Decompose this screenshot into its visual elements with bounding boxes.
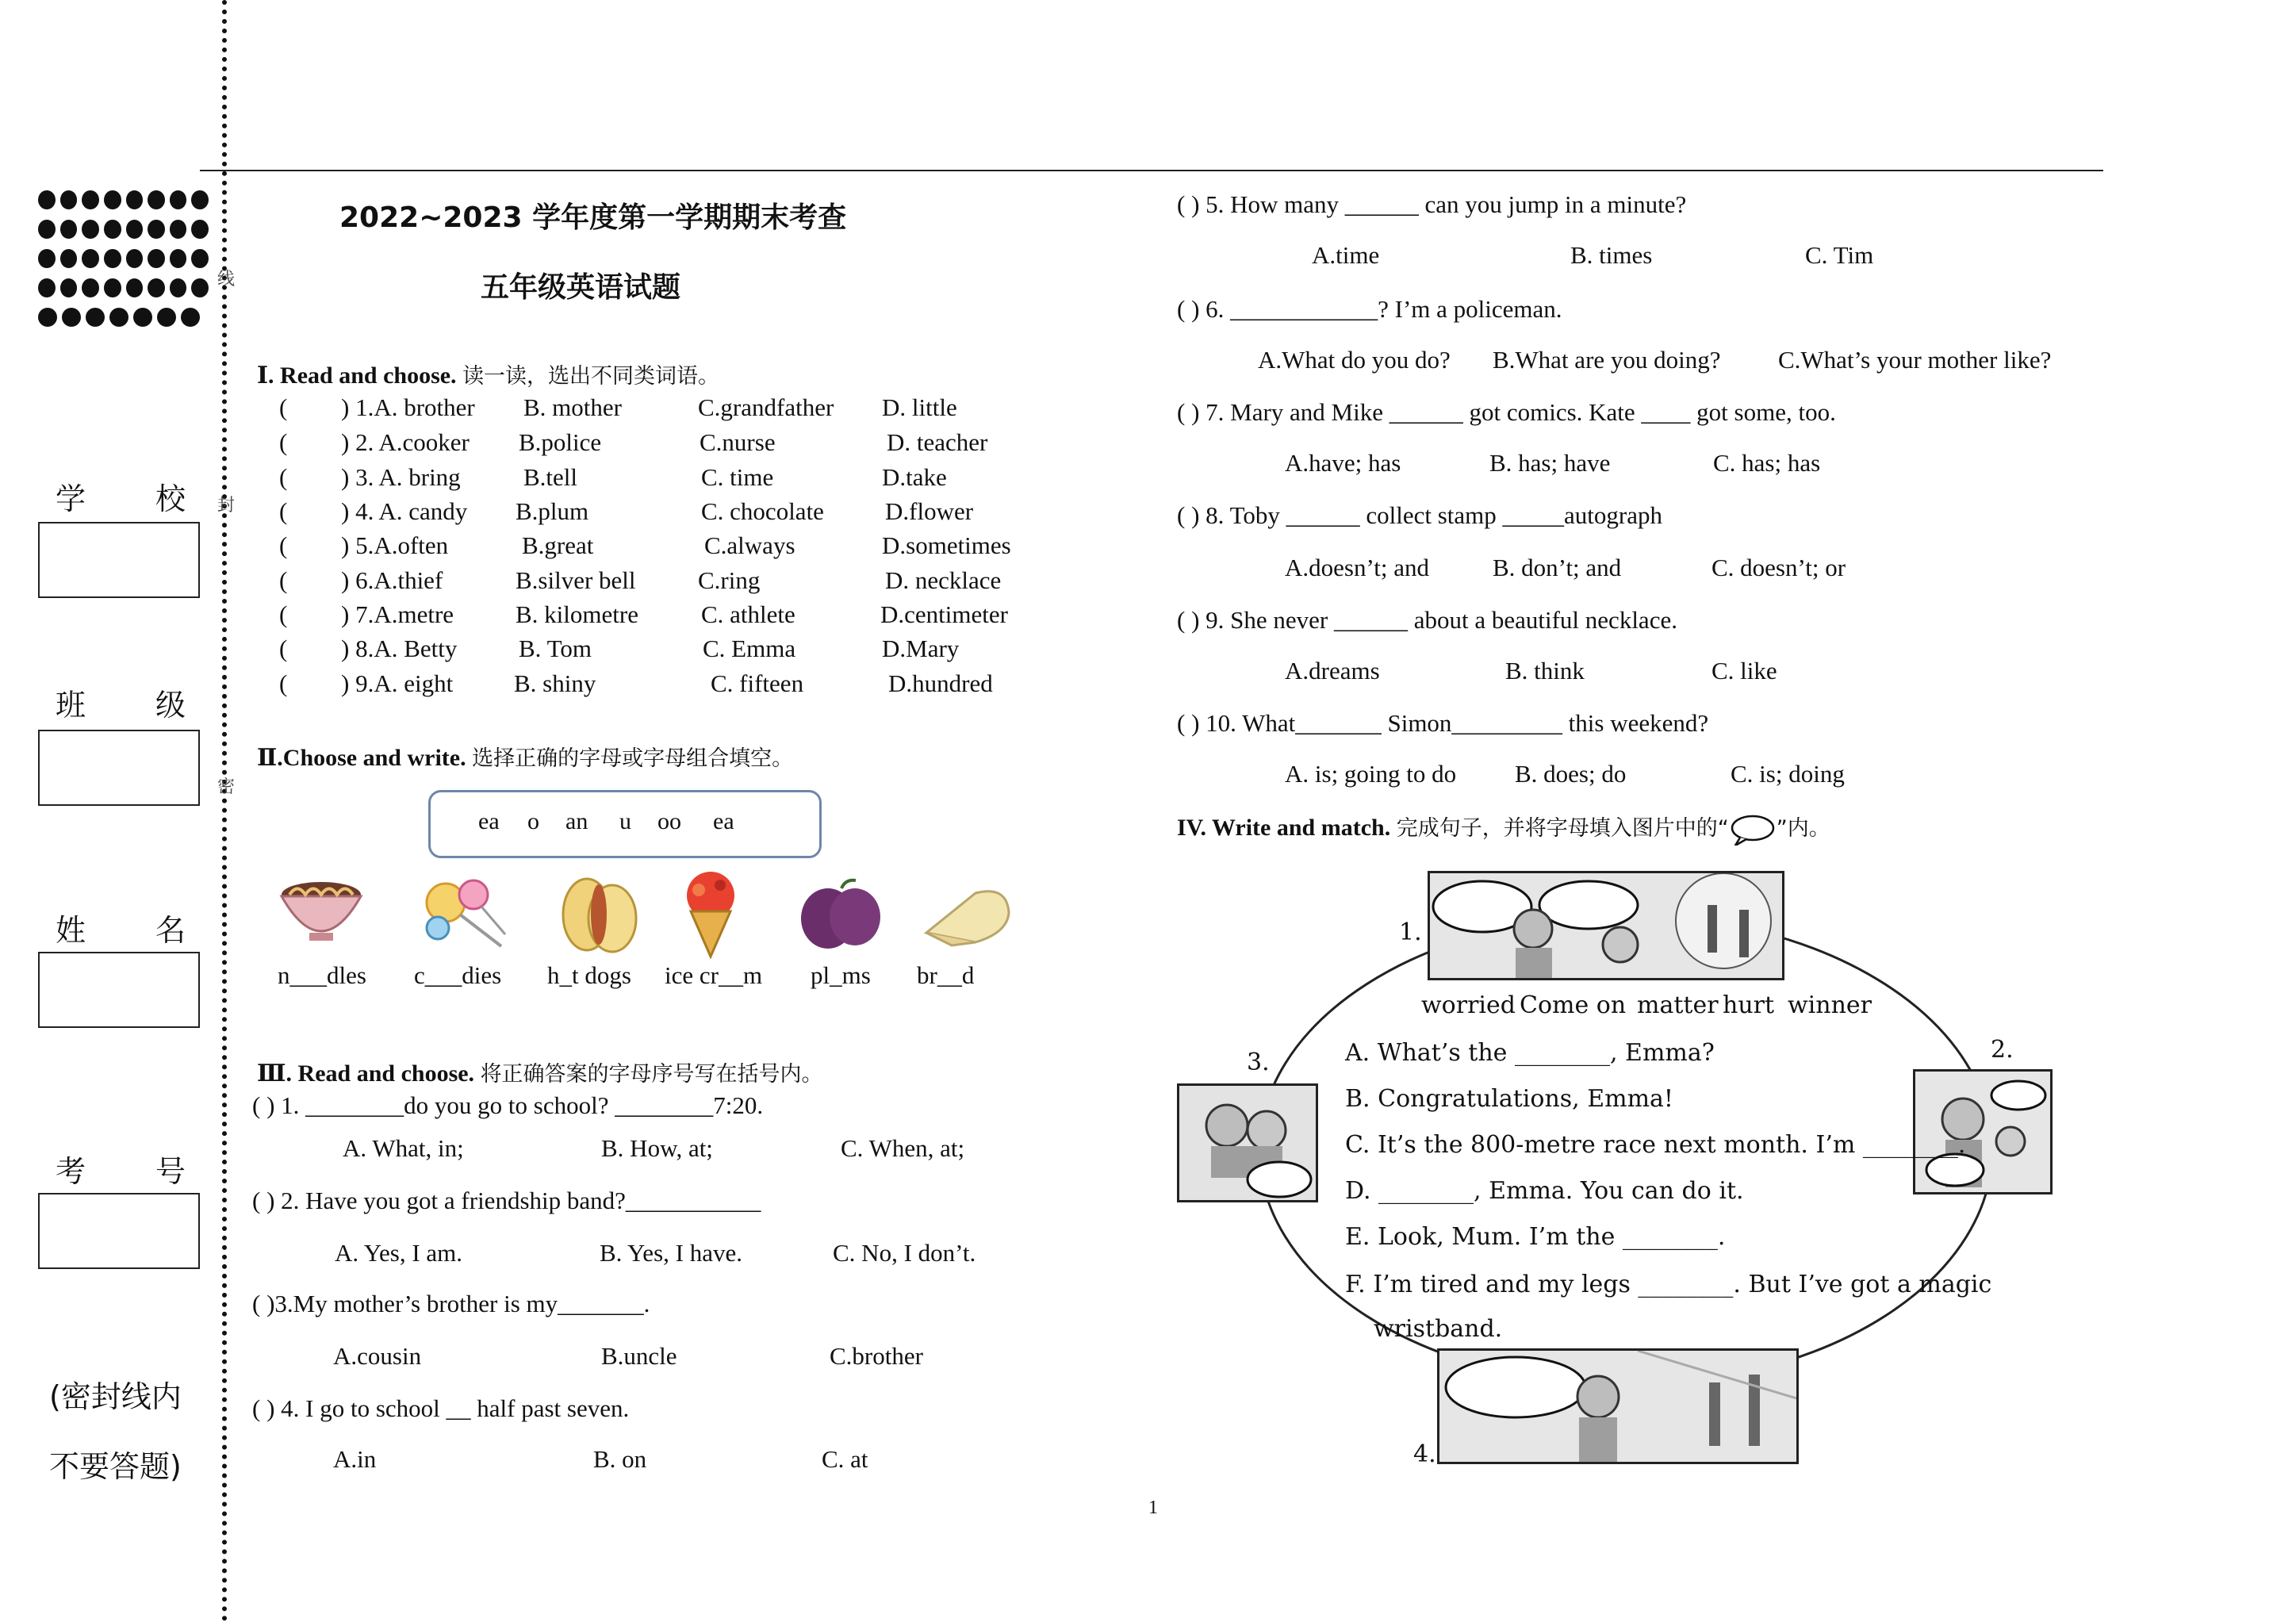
sentence-c: C. It’s the 800-metre race next month. I’m ________. [1345, 1131, 1966, 1159]
section1-item-5-option-c: C.always [704, 531, 795, 559]
section1-item-7-option-c: C. athlete [701, 600, 795, 628]
section1-item-6-option-a: ) 6.A.thief [341, 566, 443, 594]
word-ice-cream: ice cr__m [665, 961, 763, 989]
letter-option: oo [657, 808, 681, 834]
q5-option-c: C. Tim [1805, 241, 1874, 269]
answer-paren[interactable]: ( [279, 600, 288, 628]
question-6: ( ) 6. ____________? I’m a policeman. [1177, 295, 1562, 323]
section1-item-3-option-c: C. time [701, 463, 774, 491]
section1-item-2-option-a: ) 2. A.cooker [341, 428, 470, 456]
sentence-d: D. ________, Emma. You can do it. [1345, 1177, 1744, 1205]
seal-note-line1: (密封线内 [49, 1379, 182, 1414]
q3-option-a: A.cousin [333, 1342, 422, 1370]
page-number: 1 [1148, 1497, 1158, 1518]
candies-lollipop-icon [414, 871, 509, 950]
word-bank-worried: worried [1421, 991, 1516, 1019]
section1-item-8-option-b: B. Tom [519, 635, 592, 662]
answer-paren[interactable]: ( [279, 566, 288, 594]
word-candies: c___dies [414, 961, 502, 989]
section1-heading: Ⅰ. Read and choose. 读一读，选出不同类词语。 [257, 362, 720, 389]
word-bank-matter: matter [1637, 991, 1719, 1019]
seal-char-feng: 封 [217, 496, 236, 516]
exam-subtitle: 五年级英语试题 [481, 271, 681, 304]
answer-paren[interactable]: ( [279, 531, 288, 559]
question-1: ( ) 1. ________do you go to school? ________7:20. [252, 1091, 764, 1119]
section4-heading: IV. Write and match. 完成句子，并将字母填入图片中的“ ”内。 [1177, 811, 1830, 846]
q10-option-a: A. is; going to do [1285, 760, 1457, 788]
answer-paren[interactable]: ( [279, 669, 288, 697]
school-field[interactable] [38, 522, 200, 598]
section1-item-9-option-a: ) 9.A. eight [341, 669, 454, 697]
pic-number-3: 3. [1247, 1049, 1270, 1076]
section1-item-8-option-c: C. Emma [703, 635, 796, 662]
word-noodles: n___dles [278, 961, 366, 989]
q7-option-b: B. has; have [1489, 449, 1611, 477]
section1-item-9-option-c: C. fifteen [711, 669, 804, 697]
question-8: ( ) 8. Toby ______ collect stamp _____autograph [1177, 501, 1662, 529]
word-bank-winner: winner [1788, 991, 1872, 1019]
seal-char-mi: 密 [217, 777, 236, 797]
pic-number-4: 4. [1413, 1440, 1436, 1468]
scene-1-image [1428, 871, 1784, 980]
q4-option-b: B. on [593, 1445, 647, 1473]
section1-item-1-option-d: D. little [882, 393, 957, 421]
q6-option-c: C.What’s your mother like? [1778, 346, 2052, 374]
class-field[interactable] [38, 730, 200, 806]
question-4: ( ) 4. I go to school __ half past seven. [252, 1394, 630, 1422]
question-2: ( ) 2. Have you got a friendship band?___________ [252, 1187, 761, 1214]
sentence-f-cont: wristband. [1374, 1315, 1503, 1343]
section1-item-4-option-a: ) 4. A. candy [341, 497, 468, 525]
section1-item-1-option-b: B. mother [523, 393, 622, 421]
letter-option: an [565, 808, 588, 834]
hot-dogs-icon [555, 871, 642, 954]
word-plums: pl_ms [811, 961, 871, 989]
section1-item-9-option-b: B. shiny [514, 669, 596, 697]
q4-option-c: C. at [822, 1445, 868, 1473]
question-3: ( )3.My mother’s brother is my_______. [252, 1290, 650, 1317]
q2-option-c: C. No, I don’t. [833, 1239, 976, 1267]
section1-item-2-option-d: D. teacher [887, 428, 988, 456]
section1-item-3-option-a: ) 3. A. bring [341, 463, 461, 491]
section1-item-3-option-b: B.tell [523, 463, 578, 491]
q3-option-b: B.uncle [601, 1342, 677, 1370]
q7-option-c: C. has; has [1713, 449, 1821, 477]
exam-title: 2022~2023 学年度第一学期期末考查 [339, 201, 847, 234]
word-bank-hurt: hurt [1723, 991, 1775, 1019]
section1-item-1-option-a: ) 1.A. brother [341, 393, 475, 421]
section1-item-5-option-a: ) 5.A.often [341, 531, 449, 559]
letter-option: u [619, 808, 631, 834]
word-hot-dogs: h_t dogs [547, 961, 631, 989]
section3-heading: Ⅲ. Read and choose. 将正确答案的字母序号写在括号内。 [257, 1060, 823, 1087]
q6-option-a: A.What do you do? [1258, 346, 1451, 374]
q9-option-b: B. think [1505, 657, 1585, 684]
section2-heading: Ⅱ.Choose and write. 选择正确的字母或字母组合填空。 [257, 745, 794, 771]
q8-option-a: A.doesn’t; and [1285, 554, 1429, 581]
section1-item-2-option-c: C.nurse [700, 428, 776, 456]
letter-option: ea [713, 808, 734, 834]
question-5: ( ) 5. How many ______ can you jump in a minute? [1177, 190, 1687, 218]
question-7: ( ) 7. Mary and Mike ______ got comics. Kate ____ got some, too. [1177, 398, 1836, 426]
q2-option-a: A. Yes, I am. [335, 1239, 463, 1267]
q10-option-b: B. does; do [1515, 760, 1627, 788]
section1-item-5-option-d: D.sometimes [882, 531, 1011, 559]
name-field[interactable] [38, 952, 200, 1028]
q1-option-a: A. What, in; [343, 1134, 464, 1162]
q5-option-b: B. times [1570, 241, 1653, 269]
section1-item-3-option-d: D.take [882, 463, 947, 491]
q2-option-b: B. Yes, I have. [600, 1239, 742, 1267]
answer-paren[interactable]: ( [279, 463, 288, 491]
section1-item-9-option-d: D.hundred [888, 669, 993, 697]
seal-char-xian: 线 [217, 270, 236, 290]
q1-option-b: B. How, at; [601, 1134, 713, 1162]
pic-number-2: 2. [1991, 1036, 2014, 1064]
sentence-b: B. Congratulations, Emma! [1345, 1085, 1673, 1113]
binding-dot-pattern [38, 190, 209, 337]
section1-item-7-option-a: ) 7.A.metre [341, 600, 454, 628]
q3-option-c: C.brother [830, 1342, 923, 1370]
q9-option-a: A.dreams [1285, 657, 1380, 684]
seal-dotted-line [222, 0, 227, 1622]
section1-item-6-option-d: D. necklace [885, 566, 1002, 594]
section1-item-6-option-b: B.silver bell [516, 566, 636, 594]
section1-item-8-option-d: D.Mary [882, 635, 960, 662]
q4-option-a: A.in [333, 1445, 377, 1473]
section1-item-7-option-b: B. kilometre [516, 600, 638, 628]
word-bread: br__d [917, 961, 975, 989]
q1-option-c: C. When, at; [841, 1134, 965, 1162]
question-10: ( ) 10. What_______ Simon_________ this weekend? [1177, 709, 1709, 737]
q5-option-a: A.time [1312, 241, 1380, 269]
ice-cream-icon [679, 868, 742, 959]
scene-4-image [1437, 1348, 1799, 1464]
answer-paren[interactable]: ( [279, 393, 288, 421]
exam-number-field[interactable] [38, 1193, 200, 1269]
seal-note-line2: 不要答题) [49, 1449, 182, 1484]
speech-bubble-icon [1729, 814, 1777, 846]
header-rule [200, 170, 2103, 171]
bread-icon [920, 877, 1015, 953]
word-bank-come-on: Come on [1520, 991, 1627, 1019]
q8-option-b: B. don’t; and [1493, 554, 1622, 581]
answer-paren[interactable]: ( [279, 428, 288, 456]
q9-option-c: C. like [1711, 657, 1777, 684]
noodles-bowl-icon [278, 871, 365, 946]
section1-item-8-option-a: ) 8.A. Betty [341, 635, 458, 662]
section1-item-2-option-b: B.police [519, 428, 602, 456]
section1-item-7-option-d: D.centimeter [880, 600, 1008, 628]
answer-paren[interactable]: ( [279, 497, 288, 525]
q8-option-c: C. doesn’t; or [1711, 554, 1846, 581]
letter-option: o [527, 808, 539, 834]
sentence-e: E. Look, Mum. I’m the ________. [1345, 1223, 1726, 1251]
plums-icon [798, 877, 885, 953]
scene-3-image [1177, 1083, 1318, 1202]
sentence-f: F. I’m tired and my legs ________. But I’ve got a magic [1345, 1271, 1992, 1298]
section1-item-5-option-b: B.great [522, 531, 594, 559]
q10-option-c: C. is; doing [1731, 760, 1845, 788]
sentence-a: A. What’s the ________, Emma? [1345, 1039, 1715, 1067]
letter-bank-box [428, 790, 822, 858]
letter-option: ea [478, 808, 500, 834]
section1-item-1-option-c: C.grandfather [698, 393, 834, 421]
answer-paren[interactable]: ( [279, 635, 288, 662]
q6-option-b: B.What are you doing? [1493, 346, 1721, 374]
question-9: ( ) 9. She never ______ about a beautiful necklace. [1177, 606, 1677, 634]
section1-item-4-option-b: B.plum [516, 497, 589, 525]
q7-option-a: A.have; has [1285, 449, 1401, 477]
pic-number-1: 1. [1399, 918, 1422, 946]
section1-item-4-option-c: C. chocolate [701, 497, 824, 525]
section1-item-4-option-d: D.flower [885, 497, 974, 525]
section1-item-6-option-c: C.ring [698, 566, 761, 594]
